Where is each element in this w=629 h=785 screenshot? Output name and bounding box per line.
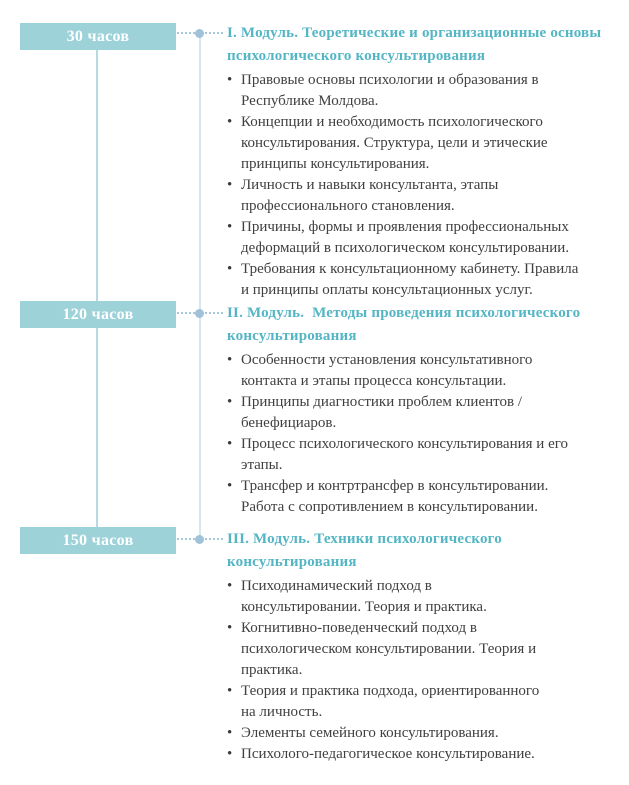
module-3-topics-list	[227, 576, 619, 765]
module-2-title	[227, 302, 619, 348]
list-item	[227, 350, 619, 392]
timeline-line-segment-2	[96, 328, 98, 527]
list-item-line: этапы.	[241, 457, 283, 473]
hours-box-module-1	[20, 23, 176, 50]
list-item-line: психологическом консультировании. Теория и	[241, 641, 537, 657]
list-item-line: • Когнитивно-поведенческий подход в	[241, 620, 477, 636]
list-item	[227, 175, 619, 217]
list-item-line: консультировании. Теория и практика.	[241, 599, 487, 615]
list-item-line: • Трансфер и контртрансфер в консультировании.	[241, 478, 549, 494]
module-title-line: III. Модуль. Техники психологического	[227, 531, 502, 547]
hours-label: 120 часов	[62, 306, 134, 323]
list-item-line: • Психолого-педагогическое консультирование.	[241, 746, 535, 762]
connector-dot-icon	[195, 309, 204, 318]
hours-label: 30 часов	[66, 28, 130, 45]
list-item-line: • Концепции и необходимость психологического	[241, 114, 543, 130]
module-2-section	[227, 302, 619, 518]
list-item	[227, 476, 619, 518]
list-item	[227, 723, 619, 744]
list-item	[227, 70, 619, 112]
list-item	[227, 618, 619, 681]
list-item-line: практика.	[241, 662, 303, 678]
list-item	[227, 681, 619, 723]
module-1-section	[227, 22, 619, 301]
list-item-line: • Личность и навыки консультанта, этапы	[241, 177, 499, 193]
hours-label: 150 часов	[62, 532, 134, 549]
module-2-topics-list	[227, 350, 619, 518]
list-item-line: и принципы оплаты консультационных услуг.	[241, 282, 533, 298]
list-item-line: • Особенности установления консультативного	[241, 352, 533, 368]
list-item-line: профессионального становления.	[241, 198, 455, 214]
list-item-line: • Правовые основы психологии и образования в	[241, 72, 539, 88]
module-title-line: консультирования	[227, 328, 357, 344]
list-item-line: контакта и этапы процесса консультации.	[241, 373, 507, 389]
list-item-line: бенефициаров.	[241, 415, 337, 431]
module-title-line: психологического консультирования	[227, 48, 486, 64]
hours-box-module-3	[20, 527, 176, 554]
module-1-title	[227, 22, 619, 68]
list-item-line: • Теория и практика подхода, ориентированного	[241, 683, 540, 699]
list-item-line: консультирования. Структура, цели и этические	[241, 135, 548, 151]
list-item	[227, 259, 619, 301]
list-item-line: • Элементы семейного консультирования.	[241, 725, 499, 741]
module-3-title	[227, 528, 619, 574]
list-item-line: Республике Молдова.	[241, 93, 379, 109]
list-item-line: • Требования к консультационному кабинету. Правила	[241, 261, 579, 277]
list-item	[227, 217, 619, 259]
module-title-line: I. Модуль. Теоретические и организационные основы	[227, 25, 602, 41]
list-item-line: • Принципы диагностики проблем клиентов /	[241, 394, 522, 410]
module-title-line: консультирования	[227, 554, 357, 570]
list-item-line: • Причины, формы и проявления профессиональных	[241, 219, 569, 235]
list-item-line: Работа с сопротивлением в консультировании.	[241, 499, 538, 515]
list-item-line: принципы консультирования.	[241, 156, 430, 172]
module-1-topics-list	[227, 70, 619, 301]
connector-vertical-line	[199, 33, 201, 539]
list-item	[227, 744, 619, 765]
list-item	[227, 112, 619, 175]
list-item-line: • Психодинамический подход в	[241, 578, 432, 594]
list-item-line: на личность.	[241, 704, 323, 720]
list-item-line: деформаций в психологическом консультировании.	[241, 240, 570, 256]
list-item-line: • Процесс психологического консультирования и его	[241, 436, 569, 452]
module-3-section	[227, 528, 619, 765]
timeline-line-segment-1	[96, 50, 98, 301]
hours-box-module-2	[20, 301, 176, 328]
connector-dot-icon	[195, 535, 204, 544]
list-item	[227, 392, 619, 434]
module-title-line: II. Модуль. Методы проведения психологического	[227, 305, 581, 321]
list-item	[227, 434, 619, 476]
list-item	[227, 576, 619, 618]
connector-dot-icon	[195, 29, 204, 38]
